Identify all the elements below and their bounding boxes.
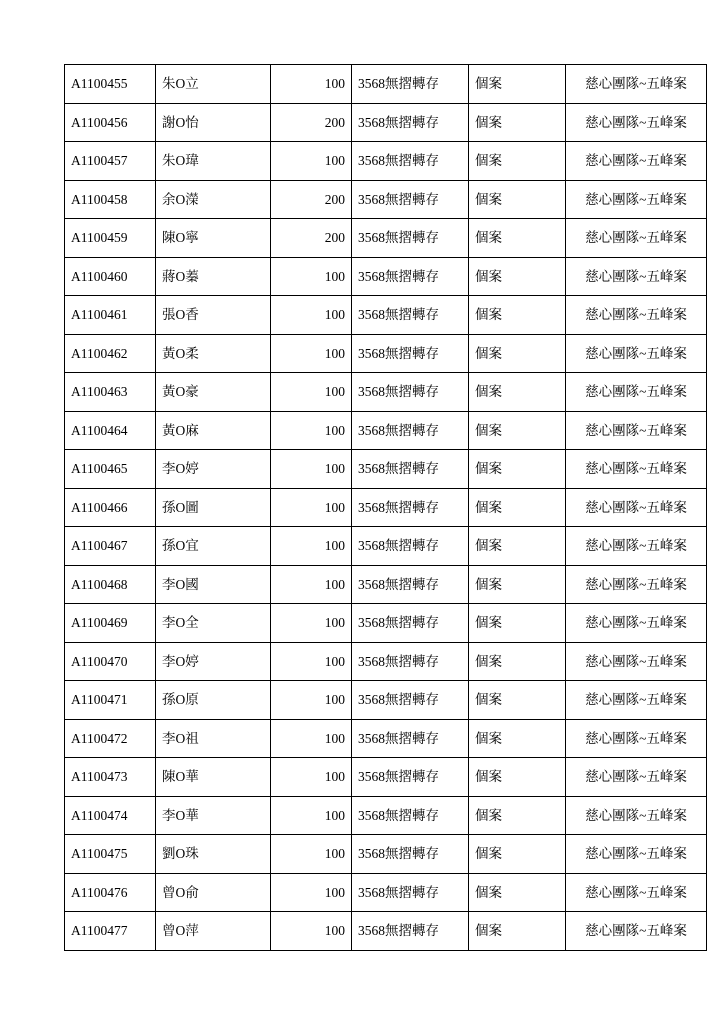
cell-method: 3568無摺轉存 — [352, 681, 469, 720]
cell-method: 3568無摺轉存 — [352, 912, 469, 951]
cell-name: 孫O宜 — [156, 527, 271, 566]
cell-name: 曾O俞 — [156, 873, 271, 912]
table-row — [65, 142, 707, 181]
cell-amount: 100 — [271, 296, 352, 335]
cell-method: 3568無摺轉存 — [352, 180, 469, 219]
cell-type: 個案 — [469, 103, 566, 142]
cell-id: A1100460 — [65, 257, 156, 296]
cell-method: 3568無摺轉存 — [352, 835, 469, 874]
cell-amount: 100 — [271, 373, 352, 412]
cell-type: 個案 — [469, 450, 566, 489]
cell-name: 孫O原 — [156, 681, 271, 720]
cell-name: 李O全 — [156, 604, 271, 643]
cell-type: 個案 — [469, 411, 566, 450]
cell-type: 個案 — [469, 835, 566, 874]
cell-project: 慈心團隊~五峰案 — [566, 180, 707, 219]
cell-type: 個案 — [469, 65, 566, 104]
table-row — [65, 873, 707, 912]
donation-table — [64, 64, 707, 951]
cell-name: 李O婷 — [156, 642, 271, 681]
cell-amount: 100 — [271, 719, 352, 758]
table-row — [65, 488, 707, 527]
cell-name: 陳O華 — [156, 758, 271, 797]
cell-method: 3568無摺轉存 — [352, 604, 469, 643]
table-row — [65, 527, 707, 566]
cell-project: 慈心團隊~五峰案 — [566, 257, 707, 296]
cell-name: 朱O立 — [156, 65, 271, 104]
cell-id: A1100459 — [65, 219, 156, 258]
table-row — [65, 835, 707, 874]
cell-method: 3568無摺轉存 — [352, 65, 469, 104]
cell-id: A1100477 — [65, 912, 156, 951]
cell-type: 個案 — [469, 873, 566, 912]
cell-type: 個案 — [469, 681, 566, 720]
cell-amount: 100 — [271, 142, 352, 181]
cell-type: 個案 — [469, 604, 566, 643]
cell-method: 3568無摺轉存 — [352, 758, 469, 797]
cell-method: 3568無摺轉存 — [352, 103, 469, 142]
cell-type: 個案 — [469, 257, 566, 296]
cell-type: 個案 — [469, 758, 566, 797]
cell-amount: 100 — [271, 681, 352, 720]
cell-name: 蔣O蓁 — [156, 257, 271, 296]
cell-amount: 100 — [271, 835, 352, 874]
cell-method: 3568無摺轉存 — [352, 565, 469, 604]
cell-id: A1100455 — [65, 65, 156, 104]
table-row — [65, 604, 707, 643]
cell-type: 個案 — [469, 796, 566, 835]
cell-type: 個案 — [469, 296, 566, 335]
table-row — [65, 719, 707, 758]
cell-amount: 100 — [271, 257, 352, 296]
table-row — [65, 681, 707, 720]
cell-amount: 100 — [271, 488, 352, 527]
cell-project: 慈心團隊~五峰案 — [566, 142, 707, 181]
table-row — [65, 912, 707, 951]
cell-method: 3568無摺轉存 — [352, 411, 469, 450]
cell-project: 慈心團隊~五峰案 — [566, 219, 707, 258]
table-row — [65, 334, 707, 373]
cell-type: 個案 — [469, 334, 566, 373]
cell-method: 3568無摺轉存 — [352, 219, 469, 258]
cell-amount: 100 — [271, 758, 352, 797]
cell-id: A1100475 — [65, 835, 156, 874]
table-row — [65, 103, 707, 142]
cell-amount: 100 — [271, 65, 352, 104]
cell-name: 曾O萍 — [156, 912, 271, 951]
cell-project: 慈心團隊~五峰案 — [566, 796, 707, 835]
cell-project: 慈心團隊~五峰案 — [566, 835, 707, 874]
cell-id: A1100473 — [65, 758, 156, 797]
cell-type: 個案 — [469, 373, 566, 412]
cell-id: A1100467 — [65, 527, 156, 566]
cell-name: 陳O寧 — [156, 219, 271, 258]
cell-name: 李O國 — [156, 565, 271, 604]
cell-project: 慈心團隊~五峰案 — [566, 873, 707, 912]
cell-type: 個案 — [469, 565, 566, 604]
cell-name: 朱O瑋 — [156, 142, 271, 181]
cell-project: 慈心團隊~五峰案 — [566, 103, 707, 142]
cell-amount: 100 — [271, 642, 352, 681]
cell-amount: 100 — [271, 411, 352, 450]
table-row — [65, 565, 707, 604]
cell-id: A1100462 — [65, 334, 156, 373]
table-row — [65, 411, 707, 450]
cell-method: 3568無摺轉存 — [352, 488, 469, 527]
cell-type: 個案 — [469, 642, 566, 681]
cell-method: 3568無摺轉存 — [352, 873, 469, 912]
cell-id: A1100468 — [65, 565, 156, 604]
cell-project: 慈心團隊~五峰案 — [566, 604, 707, 643]
cell-project: 慈心團隊~五峰案 — [566, 488, 707, 527]
cell-type: 個案 — [469, 142, 566, 181]
cell-amount: 200 — [271, 103, 352, 142]
cell-id: A1100469 — [65, 604, 156, 643]
table-row — [65, 65, 707, 104]
cell-project: 慈心團隊~五峰案 — [566, 65, 707, 104]
cell-method: 3568無摺轉存 — [352, 296, 469, 335]
cell-method: 3568無摺轉存 — [352, 373, 469, 412]
cell-type: 個案 — [469, 527, 566, 566]
cell-type: 個案 — [469, 219, 566, 258]
cell-id: A1100466 — [65, 488, 156, 527]
cell-name: 黃O麻 — [156, 411, 271, 450]
table-row — [65, 796, 707, 835]
cell-id: A1100465 — [65, 450, 156, 489]
cell-amount: 100 — [271, 527, 352, 566]
table-row — [65, 450, 707, 489]
cell-id: A1100456 — [65, 103, 156, 142]
cell-name: 李O華 — [156, 796, 271, 835]
cell-id: A1100463 — [65, 373, 156, 412]
table-row — [65, 758, 707, 797]
cell-name: 黃O柔 — [156, 334, 271, 373]
cell-amount: 100 — [271, 334, 352, 373]
cell-project: 慈心團隊~五峰案 — [566, 450, 707, 489]
donation-table-body — [65, 65, 707, 951]
cell-method: 3568無摺轉存 — [352, 257, 469, 296]
cell-project: 慈心團隊~五峰案 — [566, 411, 707, 450]
cell-id: A1100471 — [65, 681, 156, 720]
cell-project: 慈心團隊~五峰案 — [566, 642, 707, 681]
cell-id: A1100457 — [65, 142, 156, 181]
table-row — [65, 180, 707, 219]
cell-project: 慈心團隊~五峰案 — [566, 681, 707, 720]
cell-project: 慈心團隊~五峰案 — [566, 296, 707, 335]
cell-method: 3568無摺轉存 — [352, 796, 469, 835]
cell-project: 慈心團隊~五峰案 — [566, 527, 707, 566]
cell-amount: 200 — [271, 219, 352, 258]
cell-method: 3568無摺轉存 — [352, 719, 469, 758]
cell-amount: 100 — [271, 604, 352, 643]
cell-project: 慈心團隊~五峰案 — [566, 334, 707, 373]
cell-id: A1100458 — [65, 180, 156, 219]
table-row — [65, 296, 707, 335]
cell-type: 個案 — [469, 488, 566, 527]
cell-id: A1100461 — [65, 296, 156, 335]
cell-method: 3568無摺轉存 — [352, 334, 469, 373]
cell-amount: 100 — [271, 450, 352, 489]
cell-name: 李O婷 — [156, 450, 271, 489]
cell-type: 個案 — [469, 180, 566, 219]
cell-type: 個案 — [469, 719, 566, 758]
table-row — [65, 373, 707, 412]
cell-id: A1100464 — [65, 411, 156, 450]
cell-name: 李O祖 — [156, 719, 271, 758]
cell-id: A1100474 — [65, 796, 156, 835]
cell-project: 慈心團隊~五峰案 — [566, 719, 707, 758]
cell-name: 劉O珠 — [156, 835, 271, 874]
cell-type: 個案 — [469, 912, 566, 951]
cell-project: 慈心團隊~五峰案 — [566, 758, 707, 797]
cell-name: 黃O豪 — [156, 373, 271, 412]
cell-amount: 100 — [271, 796, 352, 835]
cell-name: 孫O圖 — [156, 488, 271, 527]
table-row — [65, 642, 707, 681]
table-row — [65, 219, 707, 258]
cell-amount: 100 — [271, 565, 352, 604]
cell-id: A1100470 — [65, 642, 156, 681]
cell-method: 3568無摺轉存 — [352, 450, 469, 489]
cell-project: 慈心團隊~五峰案 — [566, 565, 707, 604]
cell-id: A1100472 — [65, 719, 156, 758]
cell-method: 3568無摺轉存 — [352, 642, 469, 681]
cell-name: 謝O怡 — [156, 103, 271, 142]
table-row — [65, 257, 707, 296]
cell-amount: 100 — [271, 912, 352, 951]
cell-project: 慈心團隊~五峰案 — [566, 912, 707, 951]
cell-project: 慈心團隊~五峰案 — [566, 373, 707, 412]
cell-method: 3568無摺轉存 — [352, 527, 469, 566]
cell-name: 張O香 — [156, 296, 271, 335]
cell-id: A1100476 — [65, 873, 156, 912]
cell-method: 3568無摺轉存 — [352, 142, 469, 181]
cell-amount: 200 — [271, 180, 352, 219]
cell-name: 余O濚 — [156, 180, 271, 219]
cell-amount: 100 — [271, 873, 352, 912]
